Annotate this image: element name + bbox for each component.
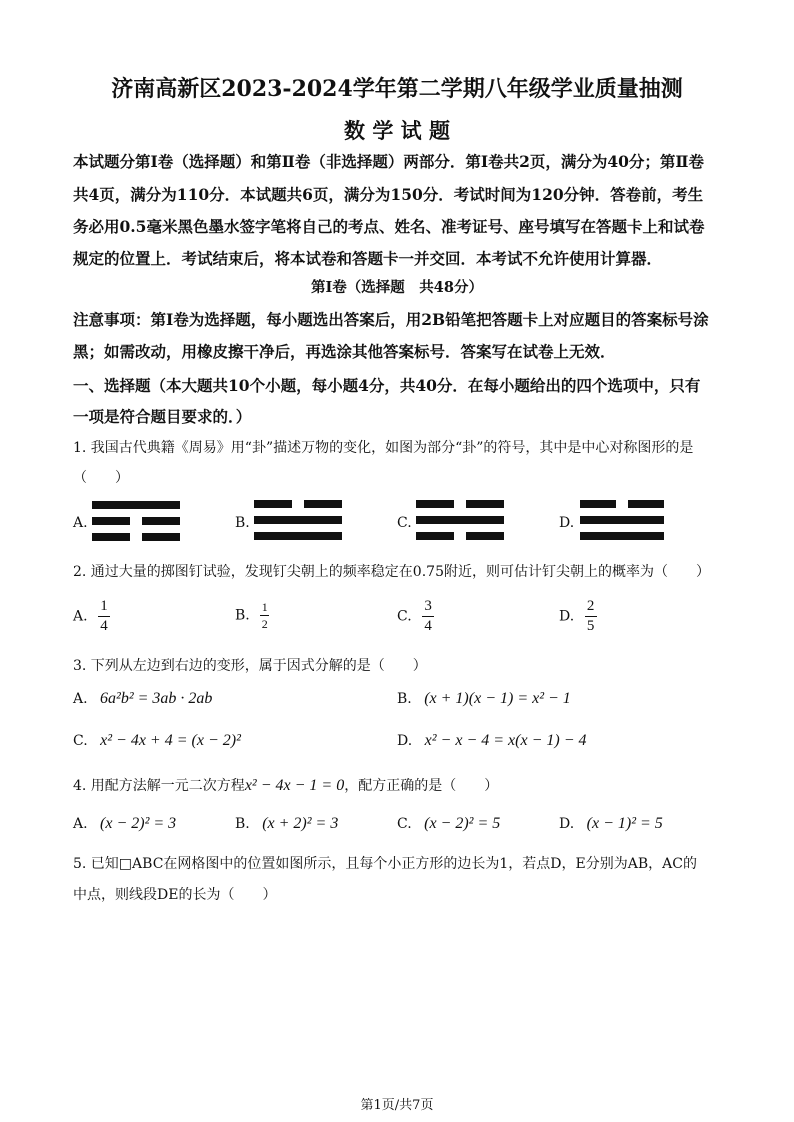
q3-option-d[interactable] xyxy=(397,732,586,750)
q1-option-b-label[interactable]: B. xyxy=(235,515,250,531)
q2-option-a-den: 4 xyxy=(100,618,108,634)
q2-option-b-den: 2 xyxy=(261,617,268,631)
q2-option-a-num: 1 xyxy=(100,598,108,614)
q4-option-b-label: B. xyxy=(235,816,250,832)
q2-option-d-num: 2 xyxy=(586,598,595,614)
intro-line-1: 本试题分第Ⅰ卷（选择题）和第Ⅱ卷（非选择题）两部分．第Ⅰ卷共2页，满分为40分；第Ⅱ卷 xyxy=(73,152,704,171)
q2-option-c-label: C. xyxy=(397,608,412,625)
q4-text xyxy=(73,775,498,795)
q3-option-a[interactable] xyxy=(73,690,212,708)
notice-line-1: 注意事项：第Ⅰ卷为选择题，每小题选出答案后，用2B铅笔把答题卡上对应题目的答案标号涂 xyxy=(73,310,709,329)
q4-option-d[interactable] xyxy=(559,815,663,833)
q2-option-a[interactable] xyxy=(73,598,110,635)
q4-option-b-expr: (x + 2)² = 3 xyxy=(262,815,339,832)
q4-equation: x² − 4x − 1 = 0 xyxy=(244,777,345,794)
q1-text-2: （ ） xyxy=(73,470,129,486)
q3-option-c-label: C. xyxy=(73,733,88,749)
q4-option-c-label: C. xyxy=(397,816,412,832)
q2-option-c-fraction xyxy=(422,598,434,635)
q4-text-post: ，配方正确的是（ ） xyxy=(344,778,499,794)
q3-text: 3. 下列从左边到右边的变形，属于因式分解的是（ ） xyxy=(73,658,427,674)
q4-option-a-expr: (x − 2)² = 3 xyxy=(100,815,177,832)
page-title: 济南高新区2023-2024学年第二学期八年级学业质量抽测 xyxy=(111,76,683,102)
q1-option-c-label[interactable]: C. xyxy=(397,515,412,531)
q2-option-d-label: D. xyxy=(559,608,575,625)
q2-option-a-label: A. xyxy=(73,608,88,625)
q2-option-c-den: 4 xyxy=(424,618,432,634)
q2-option-c[interactable] xyxy=(397,598,434,635)
q4-option-a-label: A. xyxy=(73,816,88,832)
q4-option-c-expr: (x − 2)² = 5 xyxy=(424,815,501,832)
q1-text: 1. 我国古代典籍《周易》用“卦”描述万物的变化，如图为部分“卦”的符号，其中是中心对称图形的是 xyxy=(73,440,694,456)
q5-text: 5. 已知□ABC在网格图中的位置如图所示，且每个小正方形的边长为1，若点D，E分别为AB，AC的 xyxy=(73,856,697,872)
q5-text-2: 中点，则线段DE的长为（ ） xyxy=(73,887,277,903)
q2-option-b[interactable] xyxy=(235,600,269,631)
q4-option-d-label: D. xyxy=(559,816,575,832)
q3-option-d-label: D. xyxy=(397,733,413,749)
q2-option-b-fraction xyxy=(260,600,269,631)
q4-option-c[interactable] xyxy=(397,815,500,833)
q4-option-a[interactable] xyxy=(73,815,176,833)
q2-option-a-fraction xyxy=(98,598,110,635)
q3-option-d-expr: x² − x − 4 = x(x − 1) − 4 xyxy=(424,732,587,749)
page-subtitle: 数 学 试 题 xyxy=(344,118,450,143)
q2-option-c-num: 3 xyxy=(424,598,432,614)
q3-option-c-expr: x² − 4x + 4 = (x − 2)² xyxy=(100,732,241,749)
notice-line-2: 黑；如需改动，用橡皮擦干净后，再选涂其他答案标号．答案写在试卷上无效． xyxy=(73,342,616,361)
q4-option-d-expr: (x − 1)² = 5 xyxy=(586,815,663,832)
q2-option-d[interactable] xyxy=(559,598,597,635)
q3-option-b-label: B. xyxy=(397,691,412,707)
section1-line-2: 一项是符合题目要求的．） xyxy=(73,407,252,426)
part1-title: 第Ⅰ卷（选择题 共48分） xyxy=(311,279,483,296)
q2-text: 2. 通过大量的掷图钉试验，发现钉尖朝上的频率稳定在0.75附近，则可估计钉尖朝上的概率为（ ） xyxy=(73,564,710,580)
intro-line-2: 共4页，满分为110分．本试题共6页，满分为150分．考试时间为120分钟．答卷前，考生 xyxy=(73,185,704,204)
q3-option-a-expr: 6a²b² = 3ab · 2ab xyxy=(100,690,213,707)
q4-text-pre: 4. 用配方法解一元二次方程 xyxy=(73,778,245,794)
q3-option-c[interactable] xyxy=(73,732,241,750)
intro-line-3: 务必用0.5毫米黑色墨水签字笔将自己的考点、姓名、准考证号、座号填写在答题卡上和试卷 xyxy=(73,217,705,236)
q2-option-d-den: 5 xyxy=(586,618,595,634)
page-footer: 第1页/共7页 xyxy=(360,1098,434,1113)
intro-line-4: 规定的位置上．考试结束后，将本试卷和答题卡一并交回．本考试不允许使用计算器． xyxy=(73,249,663,268)
q4-option-b[interactable] xyxy=(235,815,338,833)
q1-option-a-label[interactable]: A. xyxy=(73,515,88,531)
q2-option-d-fraction xyxy=(585,598,597,635)
q1-option-d-label[interactable]: D. xyxy=(559,515,575,531)
q3-option-a-label: A. xyxy=(73,691,88,707)
q3-option-b-expr: (x + 1)(x − 1) = x² − 1 xyxy=(424,690,571,707)
q3-option-b[interactable] xyxy=(397,690,571,708)
q2-option-b-num: 1 xyxy=(261,600,268,614)
section1-line-1: 一、选择题（本大题共10个小题，每小题4分，共40分．在每小题给出的四个选项中，只有 xyxy=(73,376,701,395)
q2-option-b-label: B. xyxy=(235,607,250,624)
